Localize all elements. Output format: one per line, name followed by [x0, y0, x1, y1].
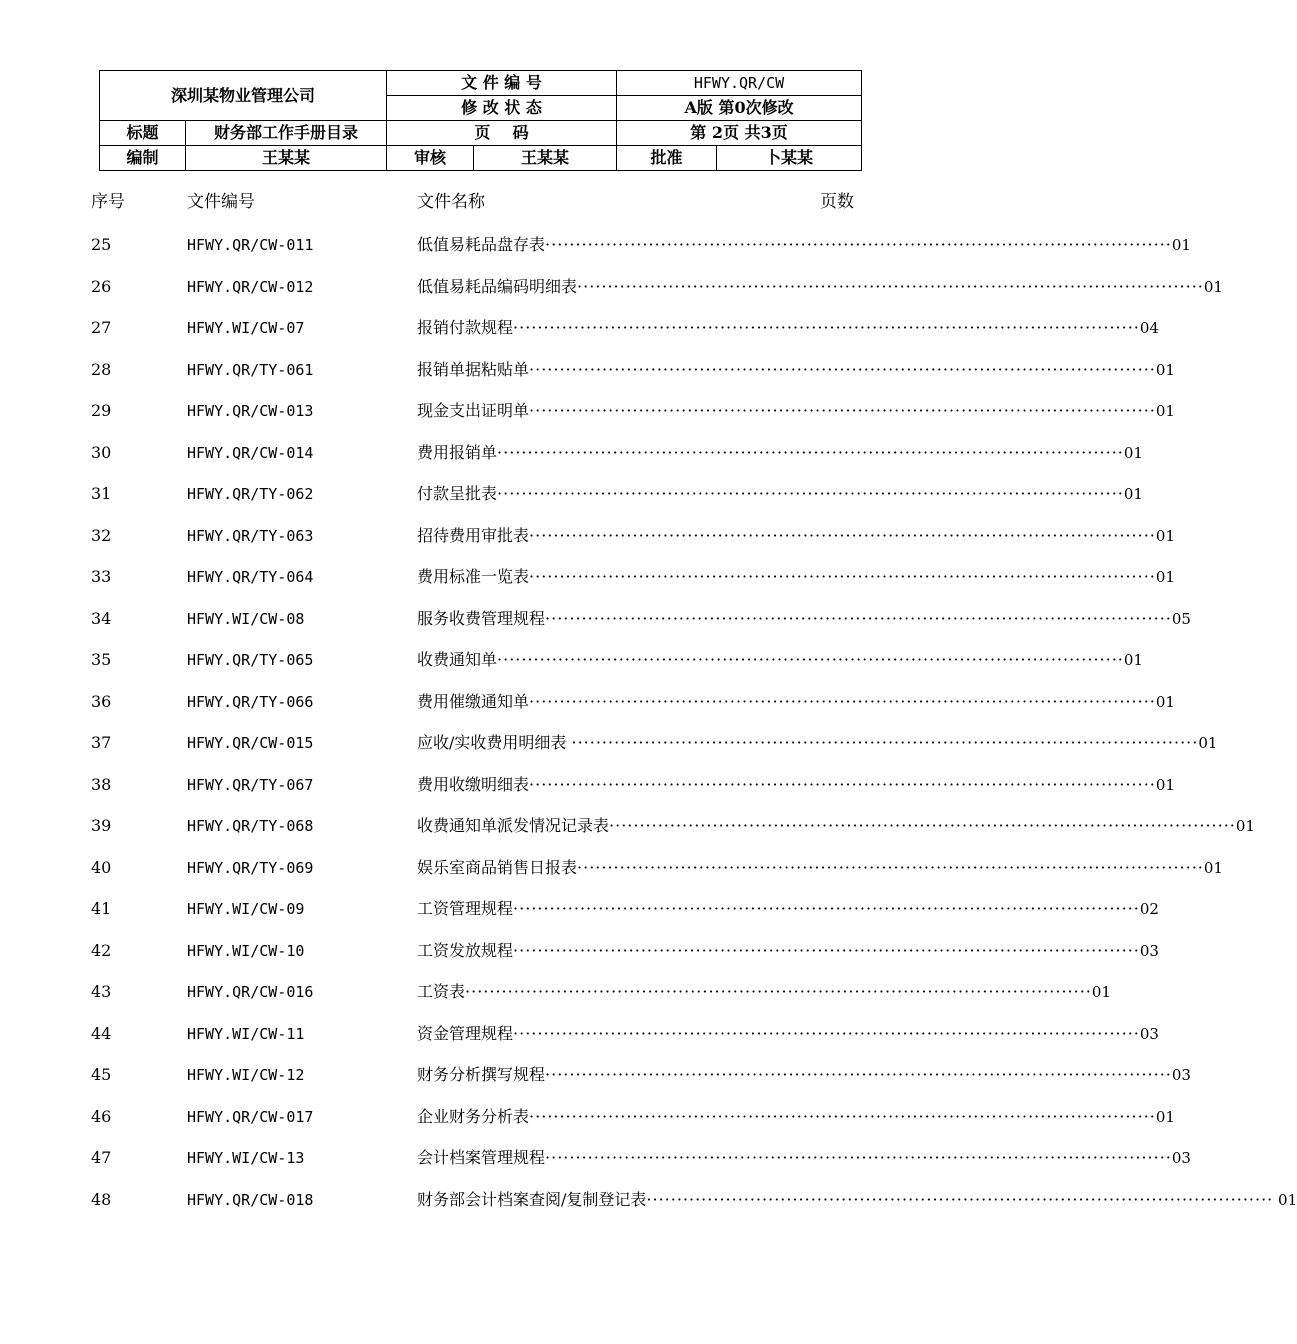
item-page-count: 01 [1155, 775, 1175, 794]
item-number: 27 [91, 318, 112, 337]
page-value: 第 2页 共3页 [617, 121, 862, 146]
item-page-count: 03 [1171, 1149, 1191, 1167]
item-doc-code: HFWY.QR/TY-065 [187, 651, 314, 669]
column-header-pages: 页数 [820, 192, 854, 212]
item-title: 招待费用审批表 [417, 525, 530, 545]
item-title-line [417, 234, 1191, 256]
item-page-count: 02 [1139, 900, 1159, 918]
item-title: 收费通知单 [417, 650, 498, 669]
column-header-no: 序号 [91, 192, 125, 212]
dot-leader: ······································································································· [545, 1065, 1172, 1084]
item-title-line [417, 1106, 1175, 1128]
item-title-line [417, 400, 1175, 422]
item-page-count: 03 [1139, 1024, 1159, 1043]
list-item [0, 224, 1191, 266]
list-item [0, 349, 1175, 391]
item-title-line [417, 981, 1111, 1003]
item-number: 42 [91, 940, 112, 960]
approved-value: 卜某某 [717, 146, 862, 171]
item-doc-code: HFWY.QR/TY-062 [187, 485, 314, 503]
dot-leader: ······································································································· [529, 774, 1156, 794]
dot-leader: ······································································································· [497, 650, 1124, 669]
item-number: 34 [91, 608, 112, 628]
item-doc-code: HFWY.WI/CW-10 [187, 941, 305, 960]
prepared-label: 编制 [100, 146, 186, 171]
list-item [0, 307, 1159, 349]
item-title: 报销付款规程 [417, 318, 514, 337]
title-label: 标题 [100, 121, 186, 146]
company-name: 深圳某物业管理公司 [100, 71, 387, 121]
item-number: 25 [91, 235, 112, 254]
item-title-line [417, 1023, 1159, 1045]
list-item [0, 681, 1175, 723]
dot-leader: ······································································································· [529, 359, 1156, 379]
item-title: 报销单据粘贴单 [417, 359, 530, 379]
dot-leader: ······································································································· [571, 733, 1199, 752]
dot-leader: ······································································································· [646, 1189, 1274, 1209]
item-title-line [417, 442, 1143, 464]
item-title: 财务分析撰写规程 [417, 1065, 546, 1084]
item-number: 37 [91, 733, 112, 752]
item-title-line [417, 566, 1175, 588]
item-doc-code: HFWY.QR/TY-066 [187, 692, 314, 711]
dot-leader: ······································································································· [577, 276, 1204, 296]
item-title-line [417, 1064, 1191, 1086]
item-title-line [417, 483, 1143, 505]
item-page-count: 01 [1155, 1107, 1175, 1126]
item-page-count: 01 [1273, 1190, 1297, 1209]
item-number: 33 [91, 567, 112, 586]
item-number: 38 [91, 774, 112, 794]
item-doc-code: HFWY.WI/CW-13 [187, 1149, 305, 1167]
list-item [0, 556, 1175, 598]
list-item [0, 390, 1175, 432]
item-title: 低值易耗品编码明细表 [417, 276, 578, 296]
reviewed-label: 审核 [387, 146, 474, 171]
item-page-count: 04 [1139, 319, 1159, 337]
item-page-count: 01 [1091, 983, 1111, 1001]
item-title-line [417, 898, 1159, 920]
item-doc-code: HFWY.QR/CW-018 [187, 1190, 314, 1209]
list-item [0, 1179, 1297, 1221]
item-doc-code: HFWY.QR/CW-012 [187, 277, 314, 296]
item-doc-code: HFWY.QR/TY-063 [187, 526, 314, 545]
list-item [0, 1013, 1159, 1055]
item-doc-code: HFWY.WI/CW-07 [187, 319, 305, 337]
item-title: 收费通知单派发情况记录表 [417, 816, 610, 835]
item-title: 现金支出证明单 [417, 401, 530, 420]
item-page-count: 01 [1155, 526, 1175, 545]
item-page-count: 01 [1171, 236, 1191, 254]
item-page-count: 01 [1198, 734, 1218, 752]
dot-leader: ······································································································· [609, 816, 1236, 835]
list-item [0, 971, 1111, 1013]
item-number: 39 [91, 816, 112, 835]
approved-label: 批准 [617, 146, 717, 171]
item-title: 工资发放规程 [417, 940, 514, 960]
item-page-count: 01 [1155, 360, 1175, 379]
item-page-count: 01 [1123, 485, 1143, 503]
dot-leader: ······································································································· [529, 691, 1156, 711]
item-title: 费用标准一览表 [417, 567, 530, 586]
item-page-count: 01 [1155, 692, 1175, 711]
item-doc-code: HFWY.QR/CW-014 [187, 443, 314, 462]
item-page-count: 01 [1235, 817, 1255, 835]
column-header-code: 文件编号 [187, 192, 255, 212]
item-title: 会计档案管理规程 [417, 1148, 546, 1167]
dot-leader: ······································································································· [545, 1148, 1172, 1167]
item-number: 35 [91, 650, 112, 669]
item-number: 44 [91, 1023, 112, 1043]
item-title-line [417, 774, 1175, 796]
item-title: 费用报销单 [417, 442, 498, 462]
item-doc-code: HFWY.WI/CW-12 [187, 1066, 305, 1084]
dot-leader: ······································································································· [513, 940, 1140, 960]
item-number: 47 [91, 1148, 112, 1167]
item-title: 工资表 [417, 982, 466, 1001]
item-number: 40 [91, 857, 112, 877]
page-label: 页 码 [387, 121, 617, 146]
item-number: 32 [91, 525, 112, 545]
reviewed-value: 王某某 [474, 146, 617, 171]
dot-leader: ······································································································· [529, 401, 1156, 420]
item-number: 43 [91, 982, 112, 1001]
dot-leader: ······································································································· [513, 899, 1140, 918]
list-item [0, 432, 1143, 474]
title-value: 财务部工作手册目录 [186, 121, 387, 146]
item-title: 工资管理规程 [417, 899, 514, 918]
list-item [0, 598, 1191, 640]
item-title-line [417, 525, 1175, 547]
dot-leader: ······································································································· [513, 318, 1140, 337]
item-doc-code: HFWY.QR/TY-068 [187, 817, 314, 835]
item-title: 企业财务分析表 [417, 1106, 530, 1126]
item-number: 41 [91, 899, 112, 918]
list-item [0, 764, 1175, 806]
list-item [0, 1137, 1191, 1179]
item-title-line [417, 1147, 1191, 1169]
item-page-count: 01 [1123, 443, 1143, 462]
dot-leader: ······································································································· [497, 442, 1124, 462]
list-item [0, 473, 1143, 515]
item-title: 娱乐室商品销售日报表 [417, 857, 578, 877]
list-item [0, 1096, 1175, 1138]
item-page-count: 01 [1155, 402, 1175, 420]
list-item [0, 515, 1175, 557]
dot-leader: ······································································································· [545, 235, 1172, 254]
dot-leader: ······································································································· [545, 608, 1172, 628]
prepared-value: 王某某 [186, 146, 387, 171]
item-title: 应收/实收费用明细表 [417, 733, 572, 752]
revision-value: A版 第0次修改 [617, 96, 862, 121]
item-title: 费用催缴通知单 [417, 691, 530, 711]
item-title-line [417, 732, 1218, 754]
item-doc-code: HFWY.QR/TY-067 [187, 775, 314, 794]
item-number: 48 [91, 1189, 112, 1209]
list-item [0, 266, 1223, 308]
item-title-line [417, 608, 1191, 630]
item-number: 31 [91, 484, 112, 503]
item-title: 低值易耗品盘存表 [417, 235, 546, 254]
item-title-line [417, 649, 1143, 671]
list-item [0, 1054, 1191, 1096]
item-number: 45 [91, 1065, 112, 1084]
item-title: 付款呈批表 [417, 484, 498, 503]
dot-leader: ······································································································· [529, 567, 1156, 586]
item-page-count: 01 [1203, 277, 1223, 296]
dot-leader: ······································································································· [577, 857, 1204, 877]
item-number: 30 [91, 442, 112, 462]
item-page-count: 05 [1171, 609, 1191, 628]
dot-leader: ······································································································· [529, 525, 1156, 545]
list-item [0, 888, 1159, 930]
item-title-line [417, 1189, 1297, 1211]
document-header-table [99, 70, 862, 171]
item-doc-code: HFWY.QR/CW-015 [187, 734, 314, 752]
item-doc-code: HFWY.QR/CW-013 [187, 402, 314, 420]
revision-label: 修 改 状 态 [387, 96, 617, 121]
dot-leader: ······································································································· [529, 1106, 1156, 1126]
item-title-line [417, 940, 1159, 962]
dot-leader: ······································································································· [465, 982, 1092, 1001]
dot-leader: ······································································································· [513, 1023, 1140, 1043]
item-title-line [417, 359, 1175, 381]
item-doc-code: HFWY.QR/TY-064 [187, 568, 314, 586]
item-title: 服务收费管理规程 [417, 608, 546, 628]
item-title-line [417, 815, 1255, 837]
doc-no-value: HFWY.QR/CW [617, 71, 862, 96]
item-doc-code: HFWY.WI/CW-08 [187, 609, 305, 628]
list-item [0, 847, 1223, 889]
directory-list [0, 224, 1297, 1220]
item-doc-code: HFWY.QR/TY-069 [187, 858, 314, 877]
item-doc-code: HFWY.QR/CW-017 [187, 1107, 314, 1126]
item-title-line [417, 317, 1159, 339]
item-number: 36 [91, 691, 112, 711]
item-title: 费用收缴明细表 [417, 774, 530, 794]
list-item [0, 722, 1218, 764]
item-title: 财务部会计档案查阅/复制登记表 [417, 1189, 647, 1209]
doc-no-label: 文 件 编 号 [387, 71, 617, 96]
item-page-count: 03 [1171, 1066, 1191, 1084]
item-doc-code: HFWY.QR/CW-011 [187, 236, 314, 254]
item-doc-code: HFWY.QR/CW-016 [187, 983, 314, 1001]
item-page-count: 01 [1123, 651, 1143, 669]
item-doc-code: HFWY.QR/TY-061 [187, 360, 314, 379]
item-page-count: 01 [1203, 858, 1223, 877]
list-item [0, 805, 1255, 847]
item-number: 29 [91, 401, 112, 420]
item-title-line [417, 276, 1223, 298]
item-page-count: 01 [1155, 568, 1175, 586]
item-doc-code: HFWY.WI/CW-09 [187, 900, 305, 918]
list-item [0, 930, 1159, 972]
item-number: 26 [91, 276, 112, 296]
item-number: 28 [91, 359, 112, 379]
item-page-count: 03 [1139, 941, 1159, 960]
item-title: 资金管理规程 [417, 1023, 514, 1043]
list-item [0, 639, 1143, 681]
item-title-line [417, 691, 1175, 713]
item-title-line [417, 857, 1223, 879]
item-doc-code: HFWY.WI/CW-11 [187, 1024, 305, 1043]
column-header-name: 文件名称 [417, 192, 485, 212]
item-number: 46 [91, 1106, 112, 1126]
dot-leader: ······································································································· [497, 484, 1124, 503]
